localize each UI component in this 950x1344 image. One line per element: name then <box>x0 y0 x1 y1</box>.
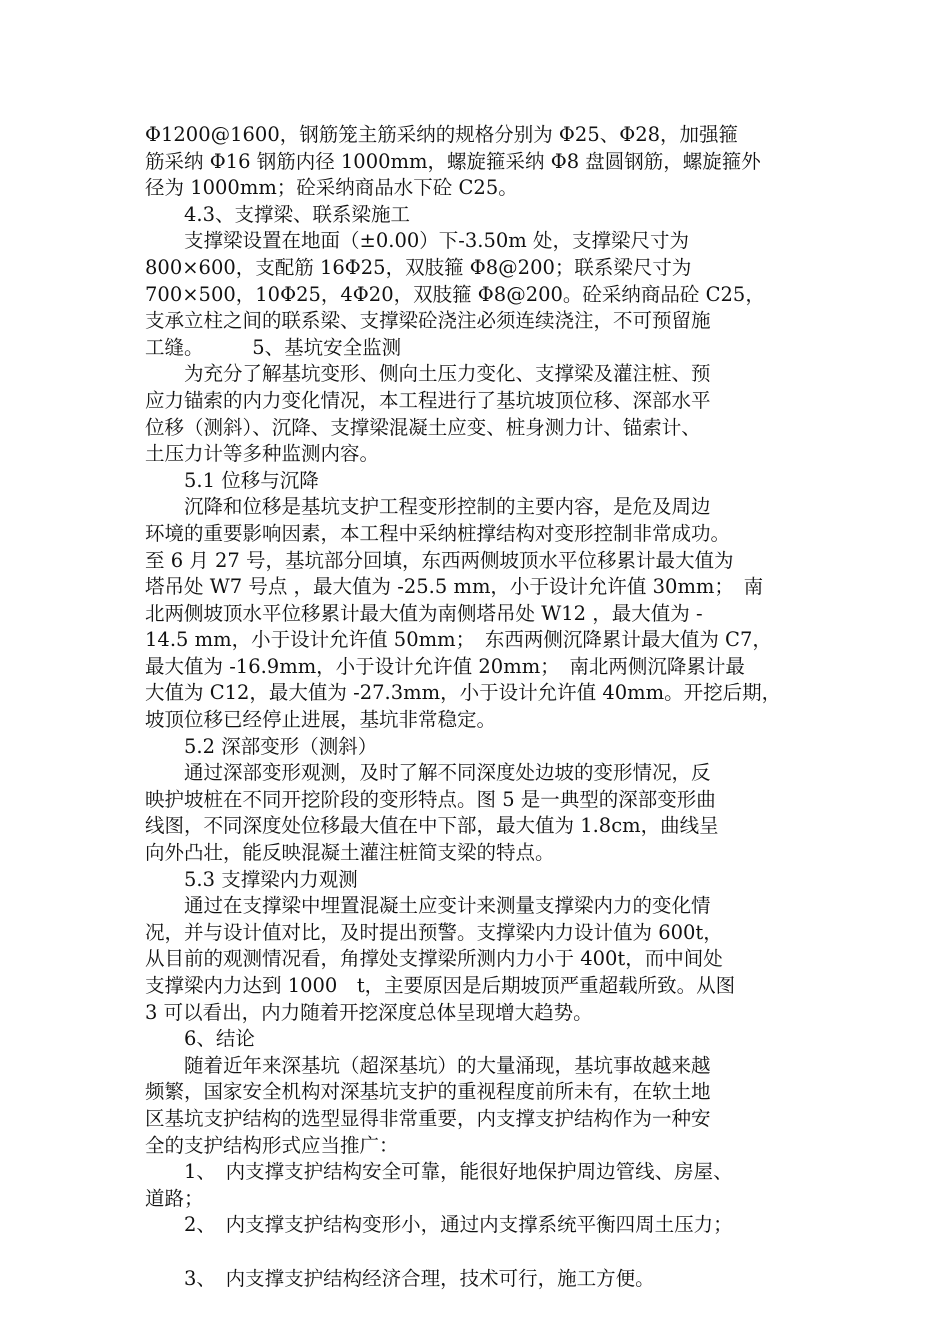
text-line: 线图，不同深度处位移最大值在中下部，最大值为 1.8cm，曲线呈 <box>145 814 719 838</box>
text-line: 最大值为 -16.9mm，小于设计允许值 20mm； 南北两侧沉降累计最 <box>145 654 745 678</box>
text-line: 至 6 月 27 号，基坑部分回填，东西两侧坡顶水平位移累计最大值为 <box>145 548 734 572</box>
text-line: 塔吊处 W7 号点 ，最大值为 -25.5 mm，小于设计允许值 30mm； 南 <box>145 575 764 599</box>
text-line: 土压力计等多种监测内容。 <box>145 442 380 466</box>
text-line: 700×500，10Φ25，4Φ20，双肢箍 Φ8@200。砼采纳商品砼 C25， <box>145 282 765 306</box>
text-line: 沉降和位移是基坑支护工程变形控制的主要内容，是危及周边 <box>145 495 711 519</box>
text-line: 为充分了解基坑变形、侧向土压力变化、支撑梁及灌注桩、预 <box>145 362 711 386</box>
text-line: 从目前的观测情况看，角撑处支撑梁所测内力小于 400t，而中间处 <box>145 947 723 971</box>
text-line: 频繁，国家安全机构对深基坑支护的重视程度前所未有，在软土地 <box>145 1080 711 1104</box>
text-line: 北两侧坡顶水平位移累计最大值为南侧塔吊处 W12 ，最大值为 - <box>145 601 703 625</box>
text-line: 通过在支撑梁中埋置混凝土应变计来测量支撑梁内力的变化情 <box>145 894 711 918</box>
text-line: 位移（测斜）、沉降、支撑梁混凝土应变、桩身测力计、锚索计、 <box>145 415 701 439</box>
text-line: 坡顶位移已经停止进展，基坑非常稳定。 <box>145 708 497 732</box>
text-line: 支承立柱之间的联系梁、支撑梁砼浇注必须连续浇注，不可预留施 <box>145 309 711 333</box>
text-line: 筋采纳 Φ16 钢筋内径 1000mm，螺旋箍采纳 Φ8 盘圆钢筋，螺旋箍外 <box>145 149 761 173</box>
text-line: 径为 1000mm；砼采纳商品水下砼 C25。 <box>145 176 518 200</box>
text-line: 道路； <box>145 1186 204 1210</box>
section-heading-6: 6、结论 <box>145 1027 255 1051</box>
text-line: 映护坡桩在不同开挖阶段的变形特点。图 5 是一典型的深部变形曲 <box>145 787 716 811</box>
text-line: 区基坑支护结构的选型显得非常重要，内支撑支护结构作为一种安 <box>145 1106 711 1130</box>
text-line: 况，并与设计值对比，及时提出预警。支撑梁内力设计值为 600t， <box>145 920 723 944</box>
text-line: 全的支护结构形式应当推广： <box>145 1133 399 1157</box>
conclusion-item-2: 2、 内支撑支护结构变形小，通过内支撑系统平衡四周土压力； <box>145 1213 733 1237</box>
text-line: Φ1200@1600，钢筋笼主筋采纳的规格分别为 Φ25、Φ28，加强箍 <box>145 123 739 146</box>
blank-line <box>145 1239 805 1266</box>
text-line: 环境的重要影响因素，本工程中采纳桩撑结构对变形控制非常成功。 <box>145 521 731 545</box>
text-line: 向外凸壮，能反映混凝土灌注桩简支梁的特点。 <box>145 841 555 865</box>
text-line: 随着近年来深基坑（超深基坑）的大量涌现，基坑事故越来越 <box>145 1053 711 1077</box>
conclusion-item-3: 3、 内支撑支护结构经济合理，技术可行，施工方便。 <box>145 1266 655 1290</box>
text-line: 800×600，支配筋 16Φ25，双肢箍 Φ8@200；联系梁尺寸为 <box>145 255 692 279</box>
section-heading-5-1: 5.1 位移与沉降 <box>145 468 319 492</box>
text-line: 通过深部变形观测，及时了解不同深度处边坡的变形情况，反 <box>145 761 711 785</box>
text-line: 支撑梁内力达到 1000 t，主要原因是后期坡顶严重超载所致。从图 <box>145 974 736 997</box>
section-heading-4-3: 4.3、支撑梁、联系梁施工 <box>145 202 411 226</box>
text-line: 支撑梁设置在地面（±0.00）下-3.50m 处，支撑梁尺寸为 <box>145 229 689 253</box>
text-line: 3 可以看出，内力随着开挖深度总体呈现增大趋势。 <box>145 1000 593 1024</box>
text-line: 大值为 C12，最大值为 -27.3mm，小于设计允许值 40mm。开挖后期， <box>145 681 782 705</box>
document-body <box>145 122 805 1292</box>
conclusion-item-1: 1、 内支撑支护结构安全可靠，能很好地保护周边管线、房屋、 <box>145 1160 733 1184</box>
text-line: 14.5 mm，小于设计允许值 50mm； 东西两侧沉降累计最大值为 C7， <box>145 628 772 652</box>
section-heading-5: 工缝。 5、基坑安全监测 <box>145 335 402 359</box>
text-line: 应力锚索的内力变化情况，本工程进行了基坑坡顶位移、深部水平 <box>145 388 711 412</box>
section-heading-5-3: 5.3 支撑梁内力观测 <box>145 867 358 891</box>
section-heading-5-2: 5.2 深部变形（测斜） <box>145 734 378 758</box>
